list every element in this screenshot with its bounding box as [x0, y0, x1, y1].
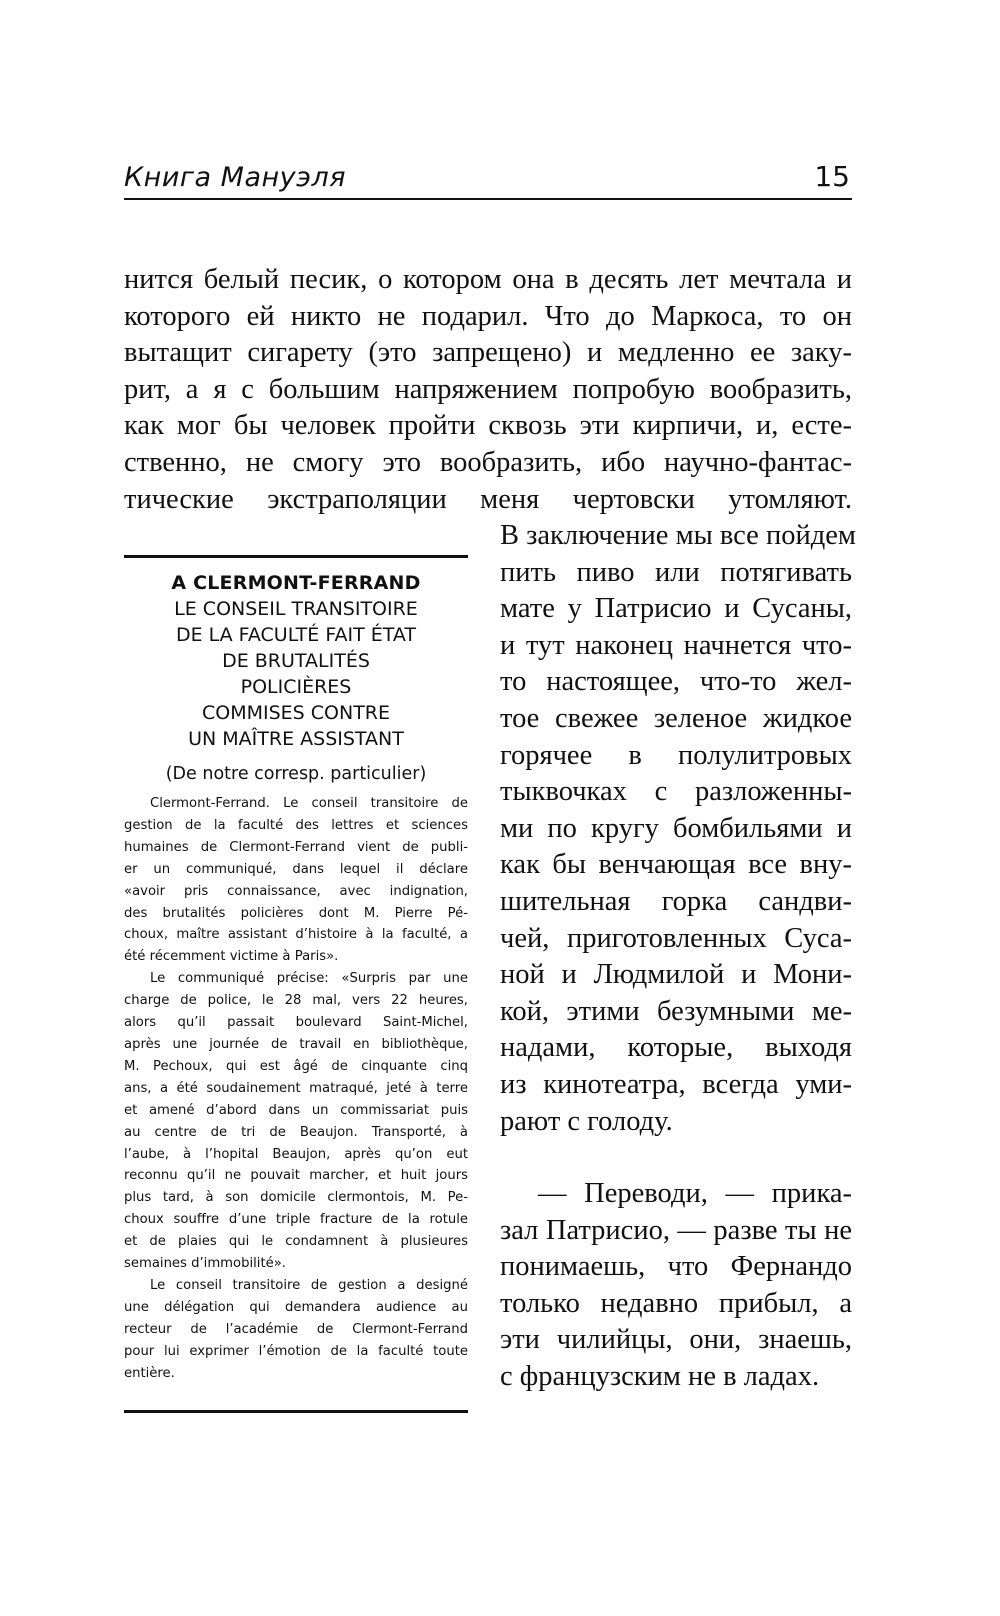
article-line: recteur de l’académie de Clermont-Ferrand — [124, 1321, 468, 1337]
headline-line: COMMISES CONTRE — [201, 702, 391, 724]
text-line: ми по кругу бомбильями и — [500, 812, 852, 844]
article-line: M. Pechoux, qui est âgé de cinquante cinq — [124, 1058, 468, 1074]
text-line: — Переводи, — прика- — [538, 1178, 852, 1210]
article-line: entière. — [124, 1365, 175, 1381]
article-line: été récemment victime à Paris». — [124, 949, 339, 965]
article-paragraph-1 — [124, 793, 468, 968]
text-line: зал Патрисио, — разве ты не — [500, 1214, 852, 1246]
article-line: Le conseil transitoire de gestion a designé — [150, 1277, 468, 1293]
headline-line: POLICIÈRES — [240, 676, 352, 698]
text-line: ной и Людмилой и Мони- — [500, 959, 852, 991]
article-line: plus tard, à son domicile clermontois, M. Pe- — [124, 1190, 468, 1206]
article-line: choux, maître assistant d’histoire à la faculté, a — [124, 927, 468, 943]
text-line: кой, этими безумными ме- — [500, 995, 852, 1027]
text-line: надами, которые, выходя — [500, 1032, 852, 1064]
newspaper-clipping — [124, 555, 468, 1384]
text-line: только недавно прибыл, а — [500, 1287, 852, 1319]
article-line: humaines de Clermont-Ferrand vient de publi- — [124, 839, 468, 855]
article-line: «avoir pris connaissance, avec indignation, — [124, 883, 468, 899]
article-line: er un communiqué, dans lequel il déclare — [124, 861, 468, 877]
text-line: из кинотеатра, всегда уми- — [500, 1068, 852, 1100]
headline-line: DE BRUTALITÉS — [222, 650, 370, 672]
text-line: которого ей никто не подарил. Что до Маркоса, то он — [124, 300, 852, 332]
text-line: тое свежее зеленое жидкое — [500, 702, 852, 734]
text-line: горячее в полулитровых — [500, 739, 852, 771]
text-line: понимаешь, что Фернандо — [500, 1251, 852, 1283]
text-line: как мог бы человек пройти сквозь эти кирпичи, и, есте- — [124, 410, 852, 442]
running-title: Книга Мануэля — [124, 162, 346, 193]
text-line: ственно, не смогу это вообразить, ибо научно-фантас- — [124, 446, 852, 478]
clipping-bottom-rule — [124, 1410, 468, 1413]
right-paragraph-2 — [500, 1176, 852, 1396]
text-line: пить пиво или потягивать — [500, 556, 852, 588]
article-line: après une journée de travail en bibliothèque, — [124, 1036, 468, 1052]
article-line: gestion de la faculté des lettres et sciences — [124, 817, 468, 833]
text-line: В заключение мы все пойдем — [500, 520, 856, 551]
article-line: des brutalités policières dont M. Pierre Pé- — [124, 905, 468, 921]
clipping-byline: (De notre corresp. particulier) — [165, 764, 427, 784]
text-line: тические экстраполяции меня чертовски утомляют. — [124, 483, 852, 515]
article-line: une délégation qui demandera audience au — [124, 1299, 468, 1315]
text-line: шительная горка сандви- — [500, 885, 852, 917]
article-line: Le communiqué précise: «Surpris par une — [150, 971, 468, 987]
text-line: чей, приготовленных Суса- — [500, 922, 852, 954]
article-line: semaines d’immobilité». — [124, 1256, 287, 1272]
running-header — [124, 150, 852, 200]
clipping-article — [124, 793, 468, 1384]
text-line: мате у Патрисио и Сусаны, — [500, 593, 852, 625]
article-line: et amené d’abord dans un commissariat puis — [124, 1102, 468, 1118]
text-line: и тут наконец начнется что- — [500, 629, 852, 661]
clipping-kicker: A CLERMONT-FERRAND — [171, 572, 421, 594]
article-line: choux souffre d’une triple fracture de la rotule — [124, 1212, 468, 1228]
article-line: l’aube, à l’hopital Beaujon, après qu’on eut — [124, 1146, 468, 1162]
text-line: нится белый песик, о котором она в десять лет мечтала и — [124, 264, 852, 295]
text-line: тыквочках с разложенны- — [500, 776, 852, 808]
right-column — [500, 518, 856, 1396]
page-number: 15 — [814, 160, 850, 193]
headline-line: DE LA FACULTÉ FAIT ÉTAT — [175, 624, 417, 646]
article-paragraph-3 — [124, 1275, 468, 1385]
text-line: рают с голоду. — [500, 1105, 673, 1137]
intro-paragraph — [124, 262, 852, 518]
article-line: et de plaies qui le condamnent à plusieures — [124, 1234, 468, 1250]
article-line: charge de police, le 28 mal, vers 22 heures, — [124, 993, 468, 1009]
headline-line: UN MAÎTRE ASSISTANT — [188, 728, 404, 750]
article-paragraph-2 — [124, 968, 468, 1275]
text-line: как бы венчающая все вну- — [500, 849, 852, 881]
text-line: эти чилийцы, они, знаешь, — [500, 1324, 852, 1356]
article-line: au centre de tri de Beaujon. Transporté, à — [124, 1124, 468, 1140]
text-line: то настоящее, что-то жел- — [500, 666, 852, 698]
text-line: вытащит сигарету (это запрещено) и медленно ее заку- — [124, 337, 852, 369]
text-line: с французским не в ладах. — [500, 1361, 820, 1393]
headline-line: LE CONSEIL TRANSITOIRE — [174, 598, 418, 620]
article-line: alors qu’il passait boulevard Saint-Michel, — [124, 1015, 468, 1031]
article-line: Clermont-Ferrand. Le conseil transitoire de — [150, 796, 468, 811]
article-line: reconnu qu’il ne pouvait marcher, et huit jours — [124, 1168, 468, 1184]
right-paragraph-1 — [500, 518, 856, 1140]
clipping-headline — [124, 596, 468, 752]
text-line: рит, а я с большим напряжением попробую вообразить, — [124, 373, 852, 405]
article-line: pour lui exprimer l’émotion de la faculté toute — [124, 1343, 468, 1359]
article-line: ans, a été soudainement matraqué, jeté à terre — [124, 1080, 468, 1096]
